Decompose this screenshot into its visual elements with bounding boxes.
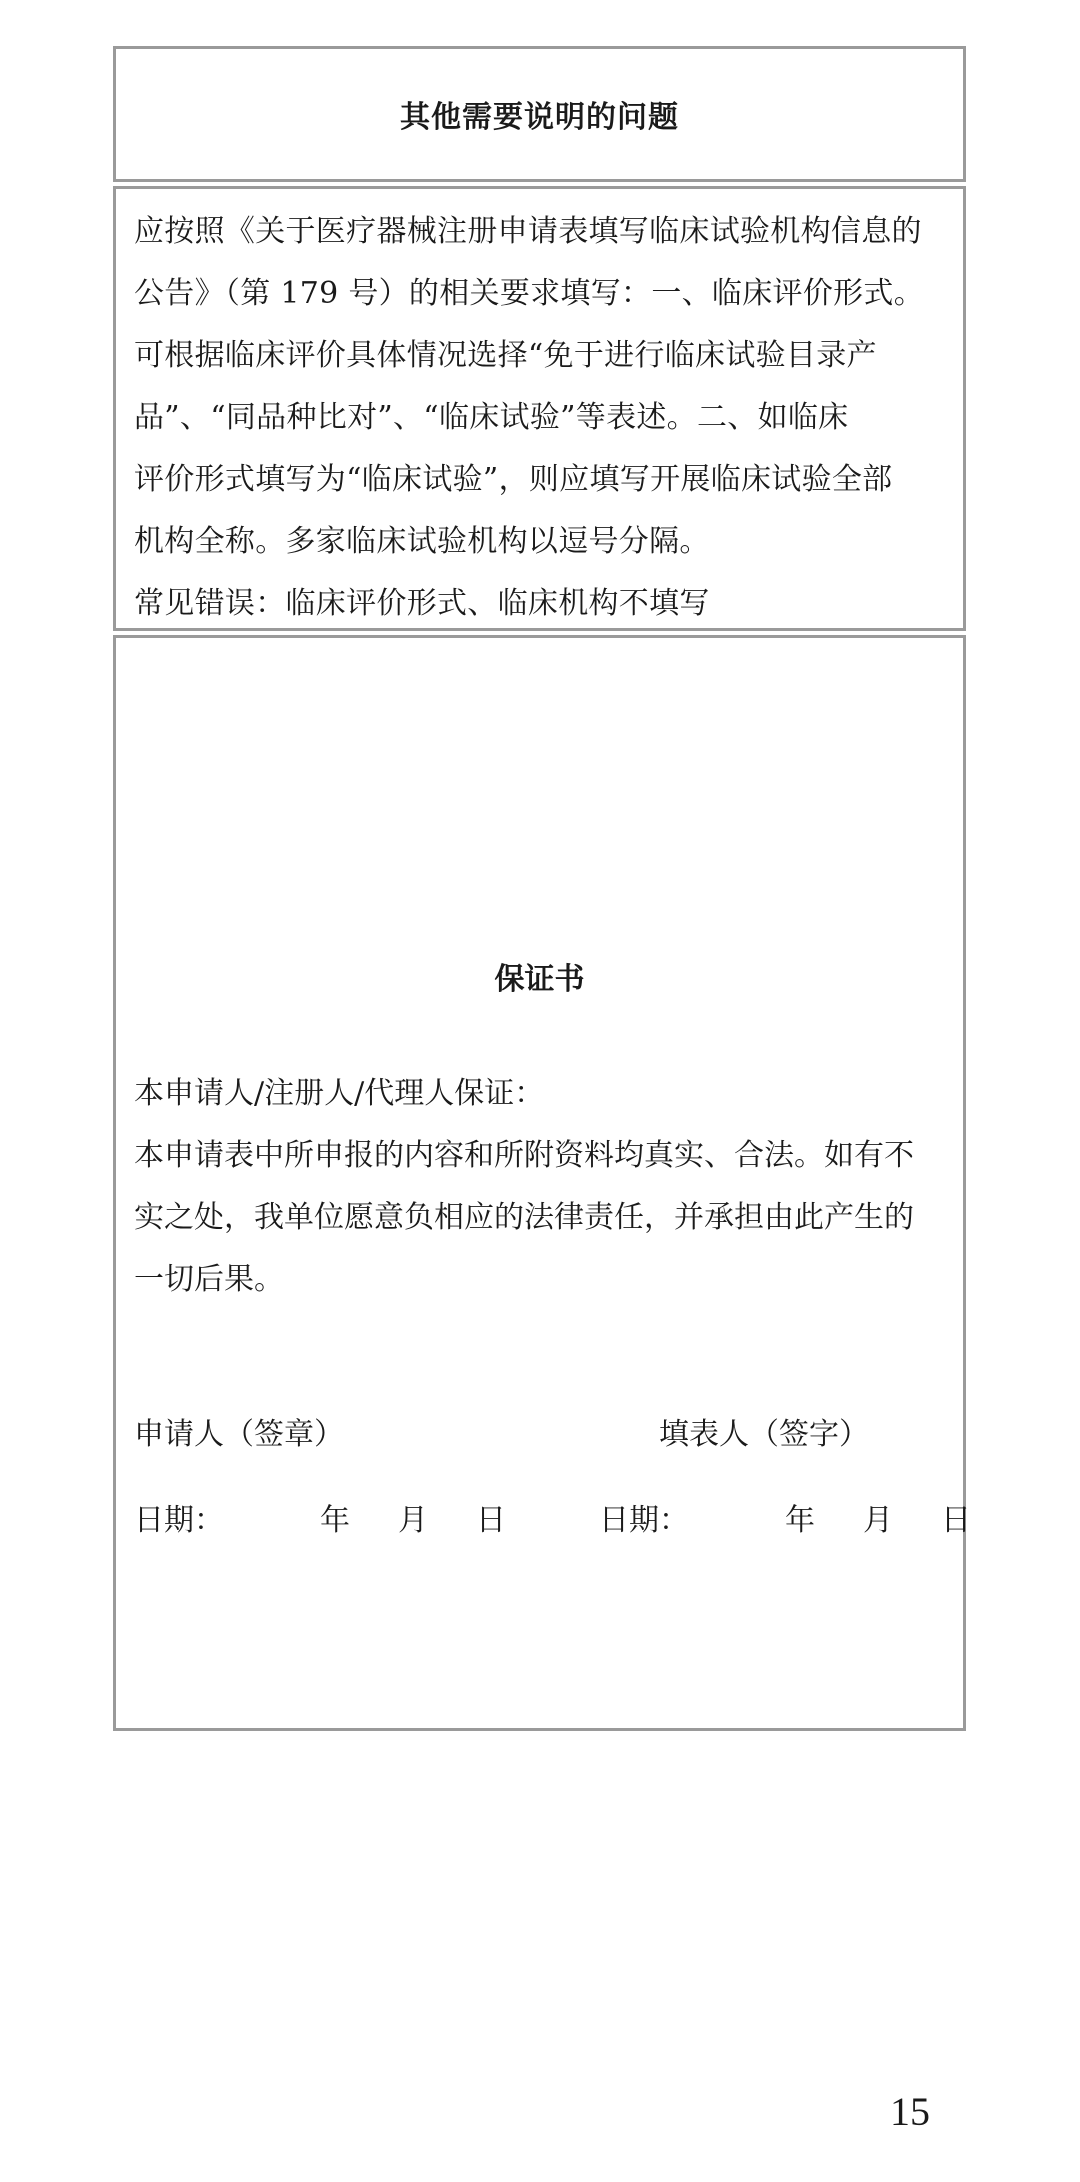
year-label: 年 (320, 1503, 350, 1538)
notes-line: 应按照《关于医疗器械注册申请表填写临床试验机构信息的 (134, 214, 922, 249)
guarantee-cell (113, 635, 971, 1731)
applicant-date (134, 1495, 506, 1539)
guarantee-line: 本申请表中所申报的内容和所附资料均真实、合法。如有不 (134, 1138, 914, 1173)
date-label: 日期： (599, 1503, 689, 1538)
other-info-notes-cell (113, 186, 966, 631)
common-error-note: 常见错误：临床评价形式、临床机构不填写 (134, 586, 710, 621)
guarantee-title: 保证书 (494, 962, 585, 997)
applicant-signature-label: 申请人（签章） (134, 1417, 344, 1452)
signature-row (134, 1409, 959, 1452)
guarantee-line: 实之处，我单位愿意负相应的法律责任，并承担由此产生的 (134, 1200, 914, 1235)
application-form-table (113, 46, 971, 1731)
filler-signature-label: 填表人（签字） (659, 1417, 869, 1452)
month-label: 月 (863, 1503, 893, 1538)
notes-line: 品”、“同品种比对”、“临床试验”等表述。二、如临床 (134, 400, 849, 435)
notes-line: 评价形式填写为“临床试验”，则应填写开展临床试验全部 (134, 462, 893, 497)
date-row (134, 1495, 971, 1538)
date-label: 日期： (134, 1503, 224, 1538)
filler-date (599, 1495, 971, 1539)
guarantee-line: 本申请人/注册人/代理人保证： (134, 1076, 545, 1111)
other-info-header-row (113, 46, 966, 182)
page-number: 15 (890, 2089, 930, 2134)
notes-line: 可根据临床评价具体情况选择“免于进行临床试验目录产 (134, 338, 877, 373)
guarantee-body (134, 1063, 959, 1311)
guarantee-line: 一切后果。 (134, 1262, 284, 1297)
notes-line: 公告》（第 179 号）的相关要求填写：一、临床评价形式。 (134, 276, 925, 311)
year-label: 年 (785, 1503, 815, 1538)
month-label: 月 (398, 1503, 428, 1538)
day-label: 日 (476, 1503, 506, 1538)
signature-area (134, 1409, 971, 1538)
notes-line: 机构全称。多家临床试验机构以逗号分隔。 (134, 524, 710, 559)
other-info-heading: 其他需要说明的问题 (400, 100, 679, 135)
day-label: 日 (941, 1503, 971, 1538)
